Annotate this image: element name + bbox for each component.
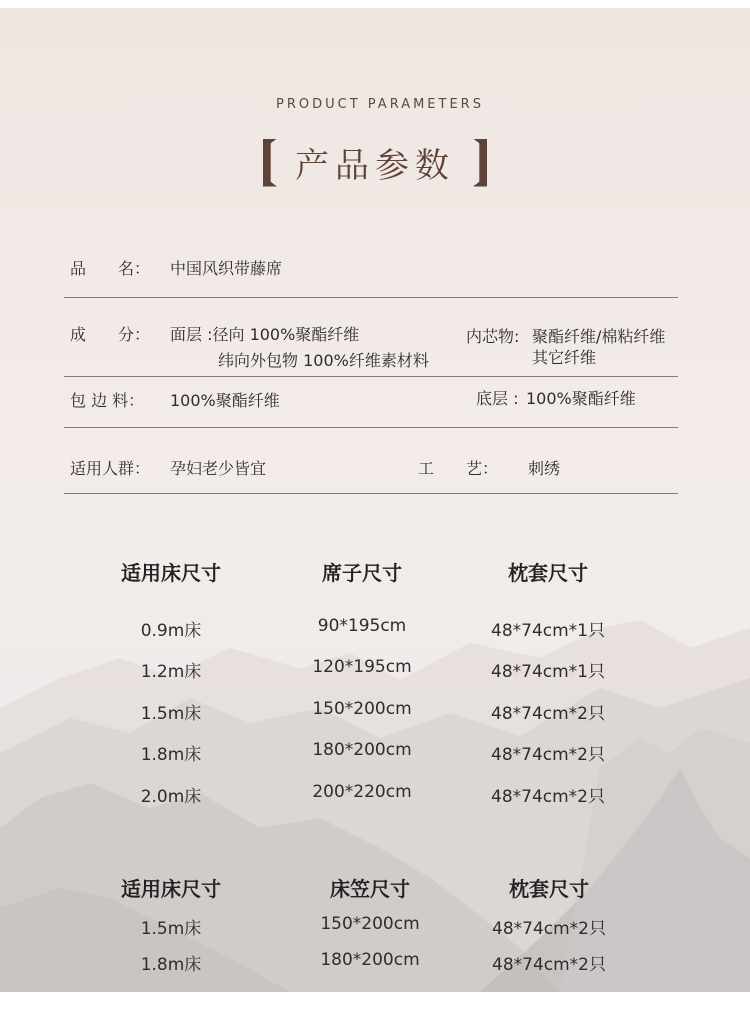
divider [64,297,678,298]
bottom-layer-value: 100%聚酯纤维 [526,389,636,408]
table-cell: 48*74cm*2只 [491,787,605,807]
table-cell: 90*195cm [317,616,407,636]
table-cell: 48*74cm*2只 [492,955,606,975]
table-cell: 1.2m床 [140,662,202,682]
table-header: 枕套尺寸 [509,877,589,901]
divider [64,427,678,428]
edging-label: 包 边 料： [70,391,145,410]
table-cell: 48*74cm*2只 [492,919,606,939]
divider [64,376,678,377]
right-bracket-icon [473,139,487,187]
composition-line-2: 纬向外包物 100%纤维素材料 [218,351,429,370]
table-cell: 48*74cm*2只 [491,704,605,724]
table-cell: 180*200cm [312,740,412,760]
craft-value: 刺绣 [528,459,561,478]
table-cell: 1.5m床 [140,704,202,724]
table-cell: 1.8m床 [140,955,202,975]
composition-line-1: 面层 :径向 100%聚酯纤维 [170,325,360,344]
edging-value: 100%聚酯纤维 [170,391,280,410]
core-line-2: 其它纤维 [532,348,597,367]
table-cell: 150*200cm [320,914,420,934]
table-header: 席子尺寸 [322,561,402,585]
audience-value: 孕妇老少皆宜 [170,459,267,478]
table-cell: 1.8m床 [140,745,202,765]
bottom-layer-label: 底层 : [476,389,519,408]
table-cell: 0.9m床 [140,621,202,641]
name-label: 品 名： [70,259,151,278]
table-cell: 48*74cm*1只 [491,662,605,682]
table-header: 适用床尺寸 [121,877,221,901]
section-title [0,138,750,187]
left-bracket-icon [263,139,277,187]
table-header: 床笠尺寸 [330,877,410,901]
table-cell: 150*200cm [312,699,412,719]
table-cell: 120*195cm [312,657,412,677]
table-cell: 48*74cm*2只 [491,745,605,765]
divider [64,493,678,494]
composition-label: 成 分： [70,325,151,344]
craft-label: 工 艺： [418,459,499,478]
core-label: 内芯物: [466,327,520,346]
table-cell: 48*74cm*1只 [491,621,605,641]
section-subtitle: PRODUCT PARAMETERS [276,97,484,112]
name-value: 中国风织带藤席 [170,259,283,278]
table-cell: 1.5m床 [140,919,202,939]
table-header: 适用床尺寸 [121,561,221,585]
audience-label: 适用人群： [70,459,151,478]
page-title: 产品参数 [295,146,455,186]
table-cell: 180*200cm [320,950,420,970]
core-line-1: 聚酯纤维/棉粘纤维 [532,327,666,346]
parameters-panel [0,8,750,992]
table-cell: 200*220cm [312,782,412,802]
table-cell: 2.0m床 [140,787,202,807]
table-header: 枕套尺寸 [508,561,588,585]
